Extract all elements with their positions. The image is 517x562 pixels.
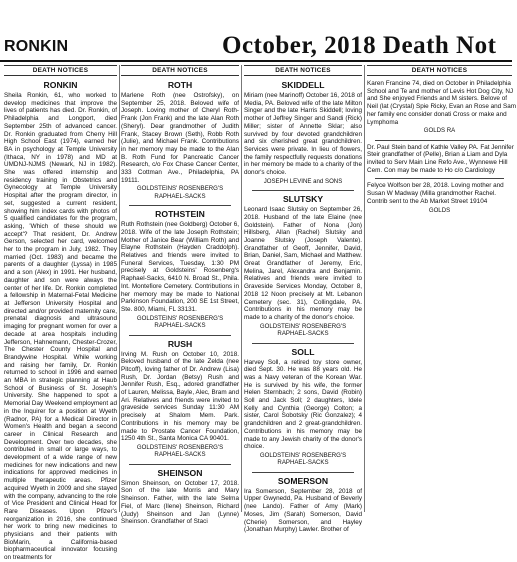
notice-divider <box>129 205 231 206</box>
funeral-home: JOSEPH LEVINE and SONS <box>263 177 343 185</box>
notice-name: ROTH <box>167 80 193 90</box>
notice-body: Miriam (nee Marinoff) October 16, 2018 of Media, PA. Beloved wife of the late Milton Singer and the late Harris Skiddell; loving mother of Jeffrey Singer and Sandi (Rick) Miller; sister of Annette Sklar; also survived by four devoted grandchildren and six cherished great grandchildren. Services were private. In lieu of flowers, the family respectfully requests donations in her memory be made to a charity of the donor's choice. <box>244 92 363 177</box>
notice-divider <box>129 464 231 465</box>
funeral-home: GOLDSTEINS' ROSENBERG'S RAPHAEL-SACKS <box>136 443 224 459</box>
notice-body: Irving M. Rush on October 10, 2018. Beloved husband of the late Zelda (nee Pitcoff), loving father of Dr. Andrew (Lisa) Rush, Dr. Jordan (Betsy) Rush and Jennifer Rush, Esq., adored grandfather of Lauren, Melissa, Bayle, Alec, Bram and Ari. Relatives and friends were invited to graveside services Sunday 11:30 AM precisely at Shalom Mem. Park. Contributions in his memory may be made to Prostate Cancer Foundation, 1250 4th St., Santa Monica CA 90401. <box>121 350 239 443</box>
header-rule <box>0 60 512 62</box>
funeral-home: GOLDSTEINS' ROSENBERG'S RAPHAEL-SACKS <box>136 185 224 200</box>
funeral-home: GOLDSTEINS' ROSENBERG'S RAPHAEL-SACKS <box>259 322 347 338</box>
notice-divider <box>129 335 231 336</box>
death-notice <box>121 209 239 329</box>
funeral-home: GOLDS <box>428 206 451 214</box>
notice-divider <box>375 178 504 179</box>
column-3 <box>244 65 363 534</box>
funeral-home: GOLDS RA <box>423 127 456 135</box>
column-4 <box>367 65 517 512</box>
notice-divider <box>252 343 354 344</box>
notice-divider <box>252 472 354 473</box>
notice-body: Ruth Rothstein (nee Goldberg) October 6, 2018. Wife of the late Joseph Rothstein; Mother of Janice Bear (William Roth) and Elayne Rothstein (Hayden Craddolph). Relatives and friends were invited to Funeral Services, Tuesday, 1:30 PM precisely at Goldsteins' Rosenberg's Raphael-Sacks, 6410 N. Broad St., Phila. Int. Montefiore Cemetery. Contributions in her memory may be made to National Parkinson Foundation, 200 SE 1st Street, Ste. 800, Miami, FL 33131. <box>121 221 239 313</box>
notice-name: SKIDDELL <box>281 80 325 90</box>
notice-name: SHEINSON <box>157 467 203 478</box>
death-notice <box>244 476 362 534</box>
column-divider <box>364 65 365 512</box>
death-notice <box>367 144 512 175</box>
death-notice <box>244 80 362 185</box>
notice-body: Marlene Roth (nee Ostrofsky), on September 25, 2018. Beloved wife of Joseph. Loving mother of Cheryl Roth-Frank (Jon Frank) and the late Alan Roth (Sheryl). Dear grandmother of Judith Frank, Stacey Brown (Seth), Robb Roth (Julie), and Michael Frank. Contributions in her memory may be made to the Alan B. Roth Fund for Pancreatic Cancer Research, c/o Fox Chase Cancer Center, 333 Cottman Ave., Philadelphia, PA 19111. <box>121 92 239 184</box>
notice-body: Karen Francine 74, died on October in Philadelphia School and Te and mother of Levis Hot Dog City, NJ and She enjoyed Friends and M sisters. Belove of Neil (lat (Crystal) Spie Ricky, Evan an Rose and Sam her family enc consider donati Cross or make and Lymphoma <box>367 80 517 126</box>
notice-divider <box>252 190 354 191</box>
notice-body: Dr. Paul Stein band of Kathle Valley PA. Fat Jennifer Steir grandfather of (Pelle), Brian a Liam and Dyla invited to Serv Main Line Refo Ave., Wynnewe Hill Cem. Con may be made to Ho c/o Cardiology <box>367 143 514 174</box>
death-notice <box>121 80 239 200</box>
page-title: October, 2018 Death Not <box>222 32 497 59</box>
notice-name: SOMERSON <box>277 475 329 486</box>
notice-name: RUSH <box>167 338 193 349</box>
notice-body: Sheila Ronkin, 61, who worked to develop medicines that improve the lives of patients has died. Dr. Ronkin, of Philadelphia and Longport, died September 25th of advanced cancer. Dr. Ronkin graduated from Cherry Hill High School East (1974), earned her BA in psychology at Temple University (Ithaca, NY in 1978) and MD at UMDNJ-NJMS (Newark, NJ in 1982). She was offered internship and residency training in Obstetrics and Gynecology at Temple University Hospital after the program director, in set, suggested a current resident, showing him index cards with photos of 5 qualified candidates for the program, asking, 'Which of these should we accept'? That resident, Dr. Andrew Gerson, selected her card, welcomed her to the program in July, 1982. They married (Oct. 1983) and became the parents of a daughter (Lyssa) in 1985 and a son (Alex) in 1991. Her husband, daughter and son were always the center of her life. Dr. Ronkin completed a fellowship in Maternal-Fetal Medicine at Jefferson University Hospital and directed and/or provided maternity care, prenatal diagnosis and ultrasound imaging for pregnant women for over a decade at area hospitals including Jefferson, Hahnemann, Chester-Crozer, The Chester County Hospital and Brandywine Hospital. While working and raising her family, Dr. Ronkin returned to school in 1996 and earned an MBA in strategic planning at Haub School of Business of St. Joseph's University. She happened to spot a Memorial Day Weekend employment ad in the Inquirer for a position at Wyeth (Radnor, PA) for a Medical Director in Women's Health and began a second career in Clinical Research and Development. Over two decades, she contributed in small or large ways, to development of a wide range of new medicines for new indications and new indications for approved medicines in multiple therapeutic areas. Pfizer acquired Wyeth in 2009 and she stayed with the company, advancing to the role of Vice President and Clinical Head for Rare Diseases. Upon Pfizer's reorganization in 2016, she continued her work to bring new medicines to physicians and their patients with BioMarin, a California-based biopharmaceutical innovator focusing on treatments for <box>4 92 117 562</box>
column-label: DEATH NOTICES <box>367 65 512 76</box>
column-1 <box>4 65 117 562</box>
funeral-home: GOLDSTEINS' ROSENBERG'S RAPHAEL-SACKS <box>259 451 347 467</box>
notice-body: Ira Somerson, September 28, 2018 of Upper Gwynedd, Pa. Husband of Beverly (nee Lando). Father of Amy (Mark) Moses, Jim (Sarah) Somerson, David (Cherie) Somerson, and Hayley (Jonathan Murphy) Lawler. Brother of <box>244 487 362 534</box>
column-label: DEATH NOTICES <box>121 65 239 76</box>
death-notice <box>121 339 239 459</box>
column-label: DEATH NOTICES <box>244 65 362 76</box>
section-name: RONKIN <box>4 38 69 55</box>
death-notice <box>367 182 512 214</box>
death-notice <box>121 468 239 526</box>
column-divider <box>119 65 120 512</box>
column-label: DEATH NOTICES <box>4 65 117 76</box>
death-notice <box>244 347 362 467</box>
column-2 <box>121 65 239 526</box>
notice-body: Simon Sheinson, on October 17, 2018. Son of the late Morris and Mary Sheinson. Father, with the late Selma Fiel, of Marc (Ilene) Sheinson, Richard (Judy) Sheinson and Jan (Lynne) Sheinson. Grandfather of Staci <box>121 479 239 526</box>
notice-body: Leonard Isaac Slutsky on September 26, 2018. Husband of the late Elaine (nee Goldstein). Father of Nona (Jon) Hillsberg, Allan (Rachel) Slutsky and Joanne Slutsky (Joseph Valente). Grandfather of Geoff, Jennifer, David, Brian, Daniel, Sam, Michael and Matthew. Great Grandfather of Jeremy, Eric, Melina, Jarel, Alexandra and Benjamin. Relatives and friends were invited to Graveside Services Monday, October 8, 2018 12 Noon precisely at Mt. Lebanon Cemetery (sec. 31), Collingdale, PA. Contributions in his memory may be made to a charity of the donor's choice. <box>244 206 362 321</box>
notice-divider <box>375 140 504 141</box>
notice-name: SLUTSKY <box>282 194 324 205</box>
notice-name: ROTHSTEIN <box>155 209 205 220</box>
funeral-home: GOLDSTEINS' ROSENBERG'S RAPHAEL-SACKS <box>136 314 224 330</box>
notice-body: Felyce Wolfson ber 28, 2018. Loving mother and Susan W Madway (Milla grandmother Rachel. Contrib sent to the Ab Market Street 19104 <box>367 182 504 205</box>
death-notice <box>4 80 117 562</box>
notice-name: RONKIN <box>43 80 78 90</box>
column-divider <box>241 65 242 512</box>
death-notice <box>244 194 362 337</box>
notice-body: Harvey Soll, a retired toy store owner, died Sept. 30. He was 88 years old. He was a Navy veteran of the Korean War. He is survived by his wife, the former Helen Sternbach; 2 sons, David (Robin) Soll and Jack Soll; 2 daughters, Idele Kelly and Cynthia (George) Colton; a sister, Carol Sobotsky (Ric Gonzalez); 4 grandchildren and 2 great-grandchildren. Contributions in his memory may be made to any Jewish charity of the donor's choice. <box>244 358 362 451</box>
death-notice <box>367 80 517 135</box>
notice-name: SOLL <box>291 346 315 357</box>
